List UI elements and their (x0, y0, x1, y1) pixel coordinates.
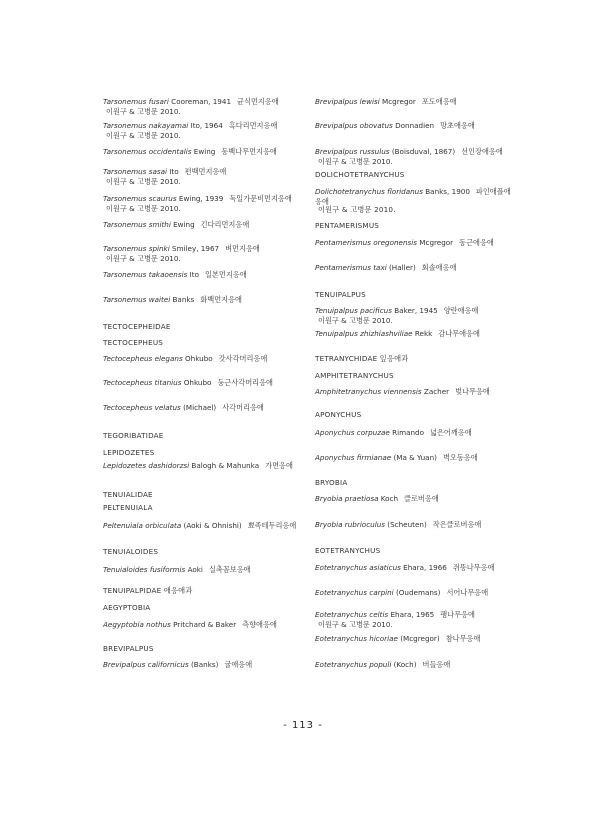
species-name: Eotetranychus carpini (315, 588, 394, 597)
common-name: 가면응애 (265, 461, 293, 470)
taxon-heading: TECTOCEPHEUS (103, 338, 164, 347)
species-entry (315, 238, 585, 248)
common-name: 귤애응애 (224, 660, 253, 669)
species-author: Ohkubo (181, 378, 212, 387)
common-name: 갓사각머리응애 (218, 354, 268, 363)
species-author: (Haller) (386, 263, 416, 272)
species-entry (315, 520, 585, 530)
species-name: Eotetranychus hicoriae (315, 634, 398, 643)
common-name: 동근애응애 (459, 238, 494, 247)
taxon-heading: TENUIALOIDES (103, 547, 159, 556)
species-entry (315, 97, 585, 107)
taxon-heading: TECTOCEPHEIDAE (103, 322, 171, 331)
entry-citation: 이원구 & 고병문 2010. (106, 106, 181, 116)
common-name: 클로버응애 (404, 494, 439, 503)
common-name: 선인장애응애 (461, 147, 503, 156)
species-author: Ito, 1964 (188, 121, 223, 130)
common-name: 참나무응애 (445, 634, 481, 643)
species-name: Tarsonemus takaoensis (103, 270, 188, 279)
common-name: 팽나무응애 (440, 610, 475, 619)
entry-citation: 이원구 & 고병문 2010. (318, 619, 393, 629)
common-name: 둥근사각머리응애 (217, 378, 273, 387)
taxon-heading: LEPIDOZETES (103, 448, 155, 457)
species-author: Baker, 1945 (391, 306, 438, 315)
species-name: Tenuialoides fusiformis (103, 565, 186, 574)
common-name: 망초애응애 (440, 121, 475, 130)
common-name: 포도애응애 (421, 97, 457, 106)
species-author: Ehara, 1966 (400, 563, 447, 572)
species-entry (315, 306, 585, 325)
species-name: Tarsonemus waitei (103, 295, 171, 304)
common-name: 일본먼지응애 (204, 270, 247, 279)
species-name: Bryobia praetiosa (315, 494, 379, 503)
common-name: 작은클로버응애 (432, 520, 482, 529)
species-author: Donnadien (392, 121, 435, 130)
species-author: Ito (187, 270, 199, 279)
taxon-heading: DOLICHOTETRANYCHUS (315, 170, 405, 179)
species-author: (Michael) (180, 403, 217, 412)
species-name: Amphitetranychus viennensis (315, 387, 422, 396)
common-name: 측향애응애 (242, 620, 277, 629)
citation-line: 이원구 & 고병문 2010. (318, 205, 396, 214)
taxon-heading: BRYOBIA (315, 478, 348, 487)
common-name: 벼먼지응애 (225, 244, 260, 253)
species-author: Rimando (389, 428, 425, 437)
common-name: 실촉꼼보응애 (208, 565, 251, 574)
species-author: Ehara, 1965 (388, 610, 435, 619)
common-name: 쥐똥나무응애 (452, 563, 495, 572)
taxon-heading: TEGORIBATIDAE (103, 431, 164, 440)
species-author: Pritchard & Baker (170, 620, 237, 629)
species-name: Aponychus firmianae (315, 453, 392, 462)
species-author: Zacher (421, 387, 450, 396)
species-entry (315, 634, 585, 644)
species-author: (Ma & Yuan) (391, 453, 437, 462)
species-author: Ewing (191, 147, 216, 156)
taxon-heading: PENTAMERISMUS (315, 221, 380, 230)
common-name: 양란애응애 (443, 306, 479, 315)
species-name: Tenuipalpus pacificus (315, 306, 392, 315)
species-entry (315, 187, 585, 206)
species-entry (315, 610, 585, 629)
species-entry (315, 563, 585, 573)
species-author: Cooreman, 1941 (168, 97, 232, 106)
taxon-heading: APONYCHUS (315, 410, 362, 419)
species-name: Tectocepheus velatus (103, 403, 181, 412)
species-author: (Banks) (188, 660, 219, 669)
entry-citation: 이원구 & 고병문 2010. (106, 176, 181, 186)
taxon-heading: AEGYPTOBIA (103, 603, 151, 612)
common-name: 뾰족테두리응애 (247, 521, 297, 530)
taxon-heading: TENUIPALPUS (315, 290, 366, 299)
species-entry (315, 660, 585, 670)
species-entry (315, 329, 585, 339)
entry-citation: 응애 (315, 196, 329, 206)
species-entry (315, 453, 585, 463)
species-author: Ohkubo (182, 354, 213, 363)
species-author: (Mcgregor) (397, 634, 440, 643)
species-author: Ewing, 1939 (176, 194, 224, 203)
common-name: 동백나무먼지응애 (221, 147, 277, 156)
species-name: Brevipalpus californicus (103, 660, 189, 669)
species-name: Brevipalpus russulus (315, 147, 390, 156)
common-name: 넓은어깨응애 (430, 428, 472, 437)
common-name: 벽오동응애 (442, 453, 478, 462)
species-name: Tarsonemus sasai (103, 167, 167, 176)
common-name: 회솔애응애 (421, 263, 457, 272)
species-entry (315, 494, 585, 504)
common-name: 서어나무응애 (446, 588, 489, 597)
species-entry (315, 121, 585, 131)
species-author: (Boisduval, 1867) (389, 147, 456, 156)
species-name: Brevipalpus obovatus (315, 121, 393, 130)
species-author: Mcgregor (379, 97, 416, 106)
taxon-heading: PELTENUIALA (103, 503, 153, 512)
entry-citation: 이원구 & 고병문 2010. (106, 253, 181, 263)
species-author: Banks (170, 295, 195, 304)
species-name: Brevipalpus lewisi (315, 97, 380, 106)
species-entry (315, 428, 585, 438)
taxon-heading: EOTETRANYCHUS (315, 546, 381, 555)
common-name: 버들응애 (422, 660, 451, 669)
common-name: 흑다리먼지응애 (228, 121, 278, 130)
common-name: 사각머리응애 (222, 403, 264, 412)
species-name: Tectocepheus elegans (103, 354, 183, 363)
species-author: Smiley, 1967 (169, 244, 220, 253)
taxon-heading: TENUIALIDAE (103, 490, 153, 499)
species-author: (Oudemans) (393, 588, 441, 597)
common-name: 감나무애응애 (438, 329, 480, 338)
species-author: (Koch) (391, 660, 417, 669)
species-name: Bryobia rubrioculus (315, 520, 386, 529)
species-name: Tectocepheus titanius (103, 378, 182, 387)
common-name: 균식먼지응애 (237, 97, 279, 106)
species-entry (315, 263, 585, 273)
species-name: Tarsonemus spinki (103, 244, 170, 253)
species-author: Aoki (185, 565, 203, 574)
species-entry (315, 387, 585, 397)
entry-citation: 이원구 & 고병문 2010. (318, 315, 393, 325)
taxon-heading: BREVIPALPUS (103, 644, 154, 653)
species-name: Tarsonemus smithi (103, 220, 171, 229)
species-name: Pentamerismus oregonensis (315, 238, 417, 247)
species-name: Peltenuiala orbiculata (103, 521, 182, 530)
species-author: Balogh & Mahunka (189, 461, 260, 470)
common-name: 독일가문비먼지응애 (229, 194, 292, 203)
species-entry (315, 147, 585, 166)
species-name: Eotetranychus populi (315, 660, 392, 669)
entry-citation: 이원구 & 고병문 2010. (106, 203, 181, 213)
species-author: Rekk (412, 329, 433, 338)
species-name: Tarsonemus fusari (103, 97, 169, 106)
taxon-heading: AMPHITETRANYCHUS (315, 371, 394, 380)
species-author: Banks, 1900 (422, 187, 470, 196)
common-name: 편백먼지응애 (184, 167, 227, 176)
species-name: Dolichotetranychus floridanus (315, 187, 423, 196)
species-name: Tarsonemus occidentalis (103, 147, 192, 156)
species-name: Eotetranychus asiaticus (315, 563, 401, 572)
species-author: Ito (167, 167, 179, 176)
species-name: Tenuipalpus zhizhiashviliae (315, 329, 413, 338)
common-name: 벚나무응애 (455, 387, 490, 396)
species-name: Pentamerismus taxi (315, 263, 387, 272)
common-name: 긴다리먼지응애 (200, 220, 250, 229)
taxon-heading: TETRANYCHIDAE 잎응애과 (315, 354, 409, 363)
entry-citation: 이원구 & 고병문 2010. (318, 156, 393, 166)
species-author: Ewing (170, 220, 195, 229)
species-author: Koch (378, 494, 399, 503)
species-author: (Scheuten) (385, 520, 427, 529)
common-name: 화백먼지응애 (200, 295, 242, 304)
species-name: Tarsonemus nakayamai (103, 121, 189, 130)
species-author: (Aoki & Ohnishi) (181, 521, 242, 530)
species-name: Eotetranychus celtis (315, 610, 389, 619)
species-name: Aegyptobia nothus (103, 620, 171, 629)
species-name: Tarsonemus scaurus (103, 194, 177, 203)
species-name: Aponychus corpuzae (315, 428, 390, 437)
species-author: Mcgregor (417, 238, 454, 247)
species-name: Lepidozetes dashidorzsi (103, 461, 190, 470)
entry-citation: 이원구 & 고병문 2010. (106, 130, 181, 140)
common-name: 파인애플애 (475, 187, 511, 196)
species-entry (315, 588, 585, 598)
taxon-heading: TENUIPALPIDAE 애응애과 (103, 586, 193, 595)
page-number: - 113 - (283, 720, 323, 731)
